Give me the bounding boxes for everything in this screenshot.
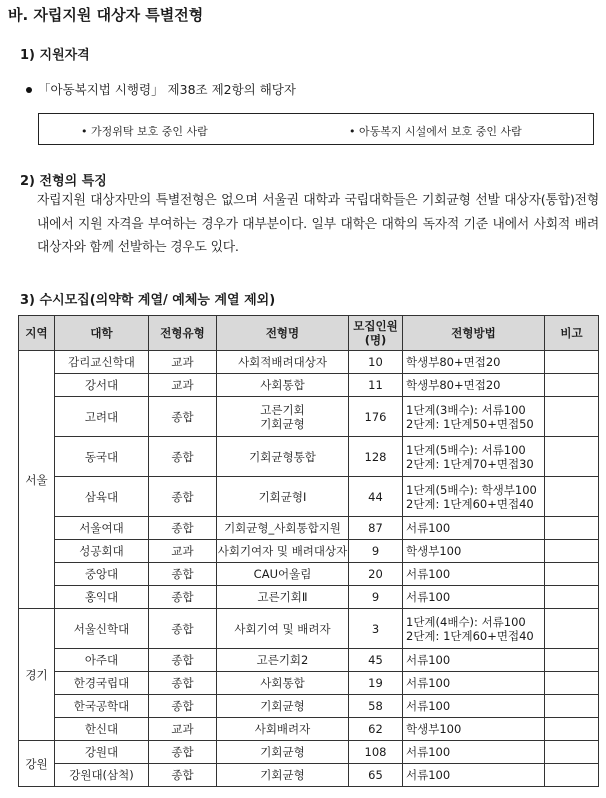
- quota-cell: 3: [349, 609, 403, 649]
- name-cell: 사회통합: [217, 374, 349, 397]
- type-cell: 종합: [149, 609, 217, 649]
- type-cell: 교과: [149, 351, 217, 374]
- type-cell: 교과: [149, 718, 217, 741]
- region-seoul: 서울: [19, 351, 55, 609]
- type-cell: 종합: [149, 741, 217, 764]
- type-cell: 종합: [149, 764, 217, 787]
- note-cell: [545, 563, 599, 586]
- univ-cell: 강원대(삼척): [55, 764, 149, 787]
- table-row: [19, 609, 599, 649]
- note-cell: [545, 351, 599, 374]
- method-line-1: 1단계(3배수): 서류100: [406, 402, 526, 417]
- quota-cell: 58: [349, 695, 403, 718]
- header-region: 지역: [19, 316, 55, 351]
- note-cell: [545, 764, 599, 787]
- note-cell: [545, 741, 599, 764]
- header-name: 전형명: [217, 316, 349, 351]
- quota-cell: 176: [349, 397, 403, 437]
- univ-cell: 동국대: [55, 437, 149, 477]
- name-cell: 기회균형_사회통합지원: [217, 517, 349, 540]
- note-cell: [545, 397, 599, 437]
- univ-cell: 성공회대: [55, 540, 149, 563]
- header-quota-l2: (명): [364, 333, 387, 347]
- univ-cell: 한신대: [55, 718, 149, 741]
- name-cell: 사회기여자 및 배려대상자: [217, 540, 349, 563]
- method-cell: 학생부80+면접20: [403, 374, 545, 397]
- type-cell: 교과: [149, 540, 217, 563]
- type-cell: 교과: [149, 374, 217, 397]
- table-header-row: [19, 316, 599, 351]
- name-line-1: 고른기회: [260, 402, 305, 417]
- method-cell: [403, 609, 545, 649]
- table-row: [19, 741, 599, 764]
- method-cell: 학생부100: [403, 540, 545, 563]
- note-cell: [545, 718, 599, 741]
- name-cell: 기회균형: [217, 741, 349, 764]
- features-paragraph: 자립지원 대상자만의 특별전형은 없으며 서울권 대학과 국립대학들은 기회균형 선발 대상자(통합)전형 내에서 지원 자격을 부여하는 경우가 대부분이다. 일부 대학은 대학의 독자적 기준 내에서 사회적 배려 대상자와 함께 선발하는 경우도 있다.: [37, 193, 599, 255]
- type-cell: 종합: [149, 649, 217, 672]
- name-cell: 사회배려자: [217, 718, 349, 741]
- quota-cell: 10: [349, 351, 403, 374]
- table-row: [19, 586, 599, 609]
- eligibility-heading: 1) 지원자격: [20, 48, 90, 63]
- admission-table: [18, 315, 599, 787]
- quota-cell: 9: [349, 540, 403, 563]
- name-cell: 고른기회2: [217, 649, 349, 672]
- region-gyeonggi: 경기: [19, 609, 55, 741]
- note-cell: [545, 517, 599, 540]
- method-line-1: 1단계(4배수): 서류100: [406, 614, 526, 629]
- header-method: 전형방법: [403, 316, 545, 351]
- method-line-2: 2단계: 1단계50+면접50: [406, 416, 534, 431]
- table-row: [19, 477, 599, 517]
- type-cell: 종합: [149, 563, 217, 586]
- type-cell: 종합: [149, 397, 217, 437]
- quota-cell: 9: [349, 586, 403, 609]
- bullet-dot-icon: [26, 87, 32, 93]
- table-row: [19, 374, 599, 397]
- table-row: [19, 437, 599, 477]
- table-row: [19, 517, 599, 540]
- method-cell: 서류100: [403, 586, 545, 609]
- table-row: [19, 397, 599, 437]
- name-cell: 기회균형: [217, 695, 349, 718]
- method-cell: [403, 397, 545, 437]
- quota-cell: 19: [349, 672, 403, 695]
- method-cell: 서류100: [403, 649, 545, 672]
- early-admission-heading: 3) 수시모집(의약학 계열/ 예체능 계열 제외): [20, 293, 276, 308]
- name-cell: 사회통합: [217, 672, 349, 695]
- box-item-foster: • 가정위탁 보호 중인 사람: [81, 125, 208, 138]
- method-cell: 서류100: [403, 695, 545, 718]
- eligibility-bullet: [26, 80, 296, 98]
- table-row: [19, 649, 599, 672]
- type-cell: 종합: [149, 695, 217, 718]
- features-heading: 2) 전형의 특징: [20, 174, 107, 189]
- header-type: 전형유형: [149, 316, 217, 351]
- quota-cell: 11: [349, 374, 403, 397]
- method-line-2: 2단계: 1단계70+면접30: [406, 456, 534, 471]
- note-cell: [545, 672, 599, 695]
- method-cell: 서류100: [403, 563, 545, 586]
- type-cell: 종합: [149, 586, 217, 609]
- type-cell: 종합: [149, 517, 217, 540]
- eligibility-box: [38, 113, 594, 145]
- univ-cell: 아주대: [55, 649, 149, 672]
- note-cell: [545, 477, 599, 517]
- header-note: 비고: [545, 316, 599, 351]
- header-univ: 대학: [55, 316, 149, 351]
- method-line-1: 1단계(5배수): 서류100: [406, 442, 526, 457]
- name-cell: 고른기회Ⅱ: [217, 586, 349, 609]
- method-cell: 서류100: [403, 517, 545, 540]
- note-cell: [545, 609, 599, 649]
- quota-cell: 108: [349, 741, 403, 764]
- method-cell: 학생부80+면접20: [403, 351, 545, 374]
- note-cell: [545, 540, 599, 563]
- univ-cell: 홍익대: [55, 586, 149, 609]
- quota-cell: 45: [349, 649, 403, 672]
- header-quota: [349, 316, 403, 351]
- table-row: [19, 563, 599, 586]
- name-cell: 기회균형Ⅰ: [217, 477, 349, 517]
- method-line-2: 2단계: 1단계60+면접40: [406, 628, 534, 643]
- univ-cell: 한국공학대: [55, 695, 149, 718]
- name-line-2: 기회균형: [260, 416, 305, 431]
- quota-cell: 62: [349, 718, 403, 741]
- table-row: [19, 718, 599, 741]
- univ-cell: 감리교신학대: [55, 351, 149, 374]
- type-cell: 종합: [149, 437, 217, 477]
- univ-cell: 강원대: [55, 741, 149, 764]
- eligibility-text: 「아동복지법 시행령」 제38조 제2항의 해당자: [38, 82, 296, 97]
- quota-cell: 128: [349, 437, 403, 477]
- type-cell: 종합: [149, 477, 217, 517]
- header-quota-l1: 모집인원: [353, 319, 398, 333]
- method-cell: 서류100: [403, 741, 545, 764]
- name-cell: CAU어울림: [217, 563, 349, 586]
- method-cell: 서류100: [403, 672, 545, 695]
- method-cell: 서류100: [403, 764, 545, 787]
- univ-cell: 중앙대: [55, 563, 149, 586]
- table-row: [19, 540, 599, 563]
- note-cell: [545, 437, 599, 477]
- table-row: [19, 764, 599, 787]
- quota-cell: 44: [349, 477, 403, 517]
- note-cell: [545, 586, 599, 609]
- note-cell: [545, 374, 599, 397]
- quota-cell: 87: [349, 517, 403, 540]
- table-row: [19, 695, 599, 718]
- region-gangwon: 강원: [19, 741, 55, 787]
- name-cell: 사회적배려대상자: [217, 351, 349, 374]
- univ-cell: 삼육대: [55, 477, 149, 517]
- method-cell: 학생부100: [403, 718, 545, 741]
- univ-cell: 강서대: [55, 374, 149, 397]
- section-title: 바. 자립지원 대상자 특별전형: [8, 6, 204, 24]
- table-row: [19, 351, 599, 374]
- univ-cell: 한경국립대: [55, 672, 149, 695]
- name-cell: 사회기여 및 배려자: [217, 609, 349, 649]
- method-cell: [403, 477, 545, 517]
- quota-cell: 65: [349, 764, 403, 787]
- univ-cell: 서울신학대: [55, 609, 149, 649]
- name-cell: 기회균형: [217, 764, 349, 787]
- note-cell: [545, 695, 599, 718]
- name-cell: 기회균형통합: [217, 437, 349, 477]
- method-line-2: 2단계: 1단계60+면접40: [406, 496, 534, 511]
- table-row: [19, 672, 599, 695]
- name-cell: [217, 397, 349, 437]
- quota-cell: 20: [349, 563, 403, 586]
- univ-cell: 서울여대: [55, 517, 149, 540]
- univ-cell: 고려대: [55, 397, 149, 437]
- type-cell: 종합: [149, 672, 217, 695]
- box-item-facility: • 아동복지 시설에서 보호 중인 사람: [349, 125, 522, 138]
- method-cell: [403, 437, 545, 477]
- note-cell: [545, 649, 599, 672]
- method-line-1: 1단계(5배수): 학생부100: [406, 482, 537, 497]
